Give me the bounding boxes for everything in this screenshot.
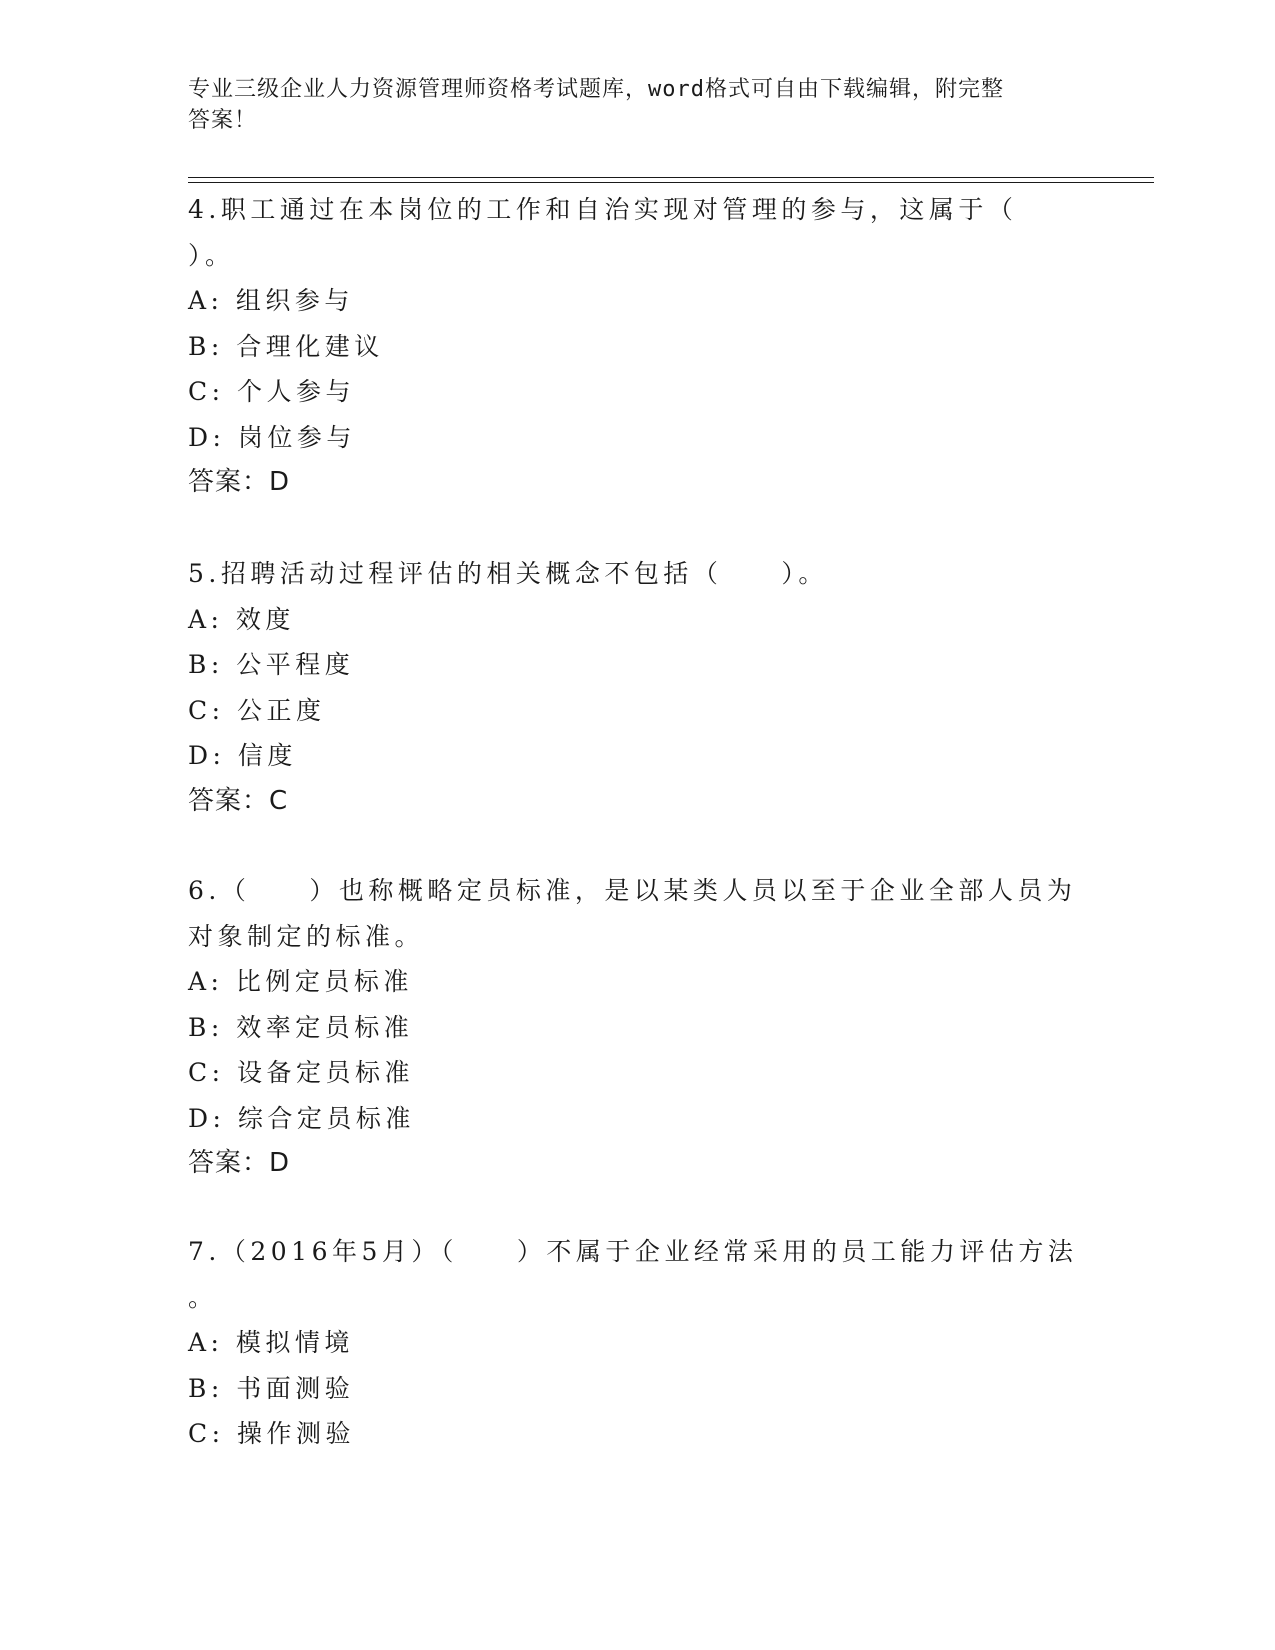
question-stem: 4.职工通过在本岗位的工作和自治实现对管理的参与，这属于（: [188, 195, 1018, 224]
option-b: B: 公平程度: [188, 650, 355, 679]
option-a: A: 模拟情境: [188, 1328, 354, 1357]
header-divider-bottom: [188, 182, 1154, 183]
header-line-2: 答案！: [188, 108, 258, 133]
option-c: C: 个人参与: [188, 377, 355, 406]
question-stem-continued: 。: [188, 1282, 218, 1312]
question-stem: 5.招聘活动过程评估的相关概念不包括（ ）。: [188, 559, 828, 588]
question-stem-continued: 对象制定的标准。: [188, 921, 425, 951]
header-divider-top: [188, 177, 1154, 178]
option-d: D: 岗位参与: [188, 422, 356, 452]
option-a: A: 比例定员标准: [188, 967, 413, 996]
option-c: C: 公正度: [188, 695, 326, 725]
option-d: D: 信度: [188, 741, 297, 770]
option-b: B: 合理化建议: [188, 331, 384, 361]
question-5: [188, 551, 1088, 824]
header-line-1: 专业三级企业人力资源管理师资格考试题库，word格式可自由下载编辑，附完整: [188, 77, 1004, 102]
question-6: [188, 868, 1088, 1187]
option-a: A: 组织参与: [188, 286, 354, 315]
option-c: C: 设备定员标准: [188, 1058, 414, 1087]
answer-line: 答案：C: [188, 785, 289, 816]
question-stem: 7.（2016年5月）（ ）不属于企业经常采用的员工能力评估方法: [188, 1237, 1078, 1266]
option-b: B: 效率定员标准: [188, 1012, 414, 1042]
option-c: C: 操作测验: [188, 1419, 355, 1448]
option-a: A: 效度: [188, 604, 295, 634]
document-header: [188, 74, 1068, 136]
question-4: [188, 187, 1088, 506]
question-stem: 6.（ ）也称概略定员标准，是以某类人员以至于企业全部人员为: [188, 876, 1077, 905]
answer-line: 答案：D: [188, 1148, 291, 1178]
question-stem-continued: ）。: [188, 240, 235, 270]
option-b: B: 书面测验: [188, 1373, 355, 1403]
option-d: D: 综合定员标准: [188, 1103, 415, 1133]
answer-line: 答案：D: [188, 467, 291, 497]
question-7: [188, 1229, 1088, 1457]
